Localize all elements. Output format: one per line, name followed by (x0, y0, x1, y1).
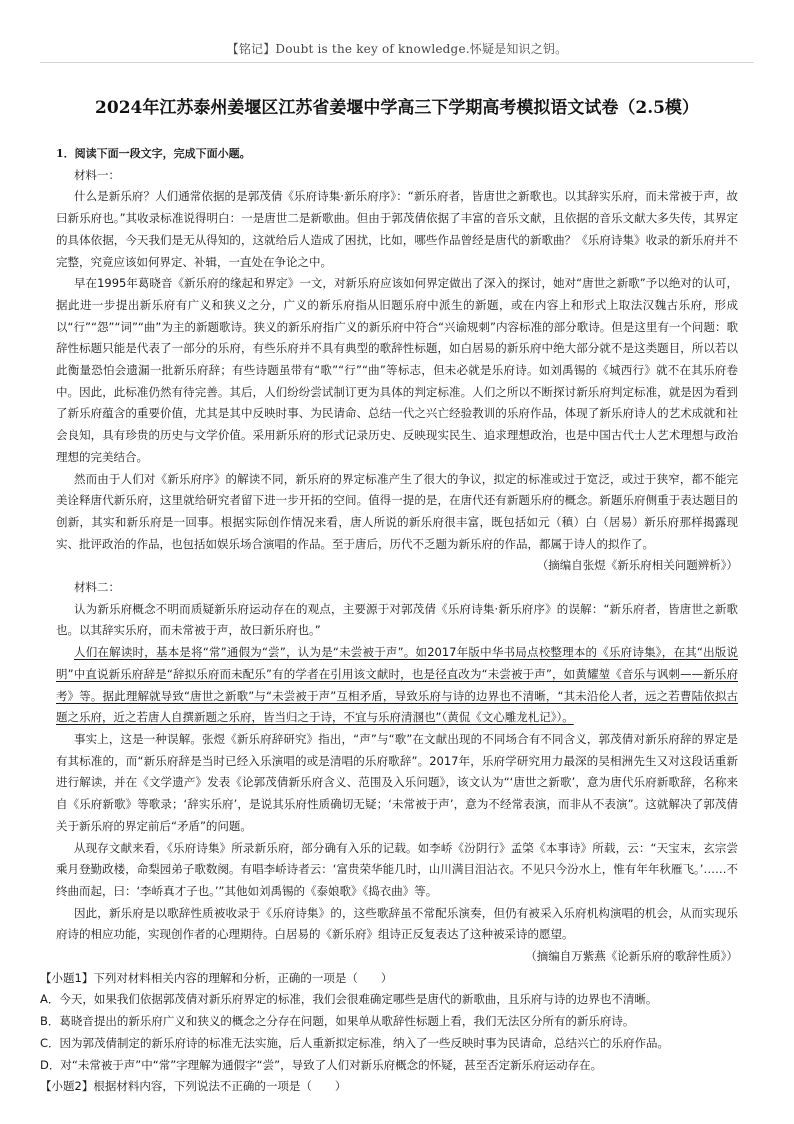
material-1-paragraph-3: 然而由于人们对《新乐府序》的解读不同，新乐府的界定标准产生了很大的争议，拟定的标准或过于宽泛，或过于狭窄，都不能完美诠释唐代新乐府，这里就给研究者留下进一步开拓的空间。值得一提的是，在唐代还有新题乐府的概念。新题乐府侧重于表达题目的创新，其实和新乐府是一回事。根据实际创作情况来看，唐人所说的新乐府很丰富，既包括如元（稹）白（居易）新乐府那样揭露现实、批评政治的作品，也包括如娱乐场合演唱的作品。至于唐后，历代不乏题为新乐府的作品，都属于诗人的拟作了。 (56, 471, 738, 551)
material-2-source: （摘编自万紫燕《论新乐府的歌辞性质》） (525, 949, 738, 964)
material-1-source: （摘编自张煜《新乐府相关问题辨析》） (536, 558, 738, 573)
sub-question-1-stem: 【小题1】下列对材料相关内容的理解和分析，正确的一项是（ ） (40, 970, 393, 985)
option-b: B．葛晓音提出的新乐府广义和狭义的概念之分存在问题，如果单从歌辞性标题上看，我们无法区分所有的新乐府诗。 (40, 1014, 635, 1029)
option-d: D．对“未常被于声”中“常”字理解为通假字“尝”，导致了人们对新乐府概念的怀疑，甚至否定新乐府运动存在。 (40, 1057, 603, 1072)
material-1-label: 材料一： (74, 167, 120, 182)
material-2-paragraph-5: 因此，新乐府是以歌辞性质被收录于《乐府诗集》的，这些歌辞虽不常配乐演奏，但仍有被采入乐府机构演唱的机会，从而实现乐府诗的相应功能，实现创作者的心理期待。白居易的《新乐府》组诗正反复表达了这种被采诗的愿望。 (56, 905, 738, 942)
question-label: 1．阅读下面一段文字，完成下面小题。 (56, 147, 251, 160)
option-c: C．因为郭茂倩制定的新乐府诗的标准无法实施，后人重新拟定标准，纳入了一些反映时事为民请命，总结兴亡的乐府作品。 (40, 1035, 670, 1050)
material-2-paragraph-1: 认为新乐府概念不明而质疑新乐府运动存在的观点，主要源于对郭茂倩《乐府诗集·新乐府序》的误解：“新乐府者，皆唐世之新歌也。以其辞实乐府，而未常被于声，故曰新乐府也。” (56, 601, 738, 638)
material-1-paragraph-2: 早在1995年葛晓音《新乐府的缘起和界定》一文，对新乐府应该如何界定做出了深入的探讨，她对“唐世之新歌”予以绝对的认可，据此进一步提出新乐府有广义和狭义之分，广义的新乐府指从旧题乐府中派生的新题，或在内容上和形式上取法汉魏古乐府，形成以“行”“怨”“词”“曲”为主的新题歌诗。狭义的新乐府指广义的新乐府中符合“兴谕规刺”内容标准的部分歌诗。但是这里有一个问题：歌辞性标题只能是代表了一部分的乐府，有些乐府并不具有典型的歌辞性标题，如白居易的新乐府中绝大部分就不是这类题目，所以若以此衡量恐怕会遗漏一批新乐府辞；有些诗题虽带有“歌”“行”“曲”等标志，但未必就是乐府诗。如刘禹锡的《城西行》就不在其乐府卷中。因此，此标准仍然有待完善。其后，人们纷纷尝试制订更为具体的判定标准。人们之所以不断探讨新乐府判定标准，就是因为看到了新乐府蕴含的重要价值，尤其是其中反映时事、为民请命、总结一代之兴亡经验教训的乐府作品，体现了新乐府诗人的艺术成就和社会良知，具有珍贵的历史与文学价值。采用新乐府的形式记录历史、反映现实民生、追求理想政治，也是中国古代士人艺术理想与政治理想的完美结合。 (56, 276, 738, 464)
option-a: A．今天，如果我们依据郭茂倩对新乐府界定的标准，我们会很难确定哪些是唐代的新歌曲，且乐府与诗的边界也不清晰。 (40, 992, 658, 1007)
sub-question-2-stem: 【小题2】根据材料内容，下列说法不正确的一项是（ ） (40, 1079, 347, 1094)
question-body (40, 143, 738, 1098)
header-motto: 【铭记】Doubt is the key of knowledge.怀疑是知识之钥。 (226, 42, 568, 56)
material-2-paragraph-2-underlined: 人们在解读时，基本是将“常”通假为“尝”，认为是“未尝被于声”。如2017年版中华书局点校整理本的《乐府诗集》，在其“出版说明”中直说新乐府辞是“辞拟乐府而未配乐”有的学者在引用该文献时，也是径直改为“未尝被于声”，如黄耀堃《音乐与讽刺——新乐府考》等。据此理解就导致“唐世之新歌”与“未尝被于声”互相矛盾，导致乐府与诗的边界也不清晰，“其未沿伦人者，远之若曹陆依拟古题之乐府，近之若唐人自撰新题之乐府，皆当归之于诗，不宜与乐府清溷也”（黄侃《文心雕龙札记》）。 (56, 645, 738, 725)
material-2-paragraph-4: 从现存文献来看，《乐府诗集》所录新乐府，部分确有入乐的记载。如李峤《汾阴行》孟棨《本事诗》所载，云：“天宝末，玄宗尝乘月登勤政楼，命梨园弟子歌数阕。有唱李峤诗者云：‘富贵荣华能几时，山川满目泪沾衣。不见只今汾水上，惟有年年秋雁飞。’……不终曲而起，曰：‘李峤真才子也。’”其他如刘禹锡的《泰娘歌》《捣衣曲》等。 (56, 840, 738, 898)
exam-title: 2024年江苏泰州姜堰区江苏省姜堰中学高三下学期高考模拟语文试卷（2.5模） (95, 98, 699, 118)
header-divider (40, 62, 754, 63)
material-1-paragraph-1: 什么是新乐府？人们通常依据的是郭茂倩《乐府诗集·新乐府序》：“新乐府者，皆唐世之新歌也。以其辞实乐府，而未常被于声，故曰新乐府也。”其收录标准说得明白：一是唐世二是新歌曲。但由于郭茂倩依据了丰富的音乐文献，且依据的音乐文献大多失传，其界定的具体依据，今天我们是无从得知的，这就给后人造成了困扰，比如，哪些作品曾经是唐代的新歌曲？《乐府诗集》收录的新乐府并不完整，究竟应该如何界定、补辑，一直处在争论之中。 (56, 189, 738, 269)
material-2-label: 材料二： (74, 580, 120, 595)
material-2-paragraph-3: 事实上，这是一种误解。张煜《新乐府辞研究》指出，“声”与“歌”在文献出现的不同场合有不同含义，郭茂倩对新乐府辞的界定是有其标准的，而“新乐府辞是当时已经入乐演唱的或是清唱的乐府歌辞”。2017年，乐府学研究用力最深的吴相洲先生又对这段话重新进行解读，并在《文学遗产》发表《论郭茂倩新乐府含义、范围及入乐问题》，该文认为“‘唐世之新歌’，意为唐代乐府新歌辞，名称来自《乐府新歌》等歌录；‘辞实乐府’，是说其乐府性质确切无疑；‘未常被于声’，意为不经常表演，而非从不表演”。这就解决了郭茂倩关于新乐府的界定前后“矛盾”的问题。 (56, 731, 738, 833)
